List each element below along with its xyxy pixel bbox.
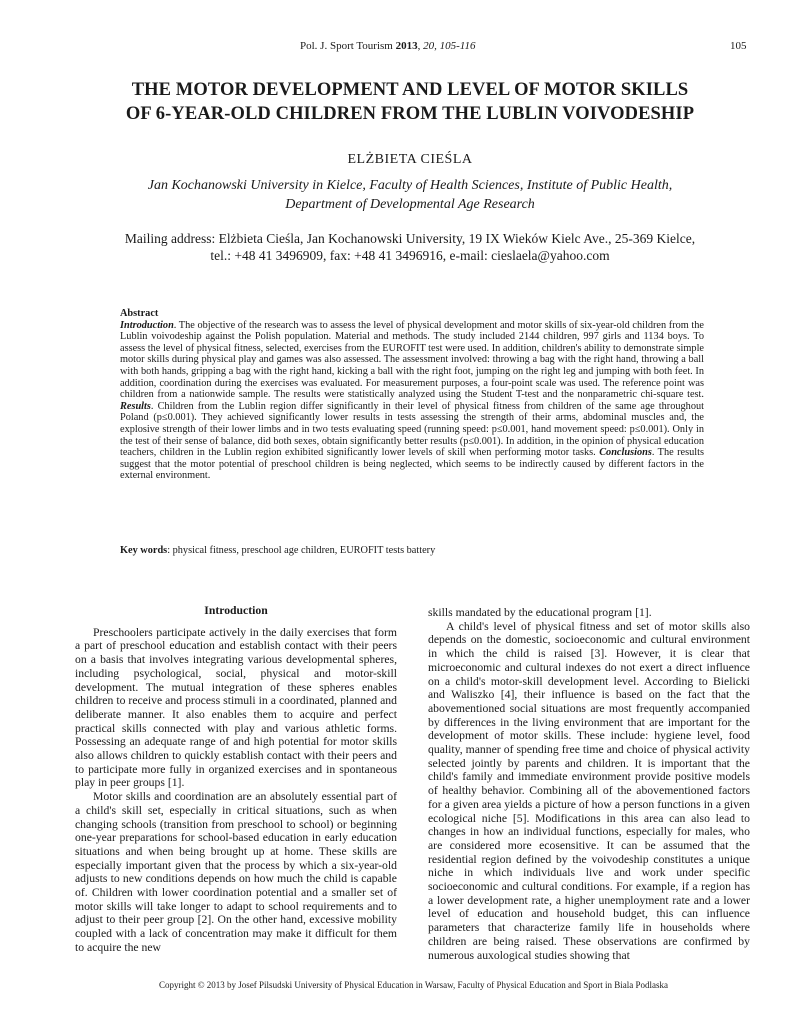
keywords-label: Key words (120, 545, 168, 556)
paragraph: A child's level of physical fitness and set of motor skills also depends on the domestic, socioeconomic and cultural environment in which the child is raised [3]. However, it is clear that microeconomic and cultural indexes do not exert a direct influence on a child's motor-skill development level. According to Bielicki and Waliszko [4], their influence is based on the fact that the abovementioned social situations are most frequently accompanied by differences in the living environment that are important for the development of motor skills. These include: hygiene level, food quality, manner of spending free time and choice of physical activity selected jointly by parents and children. It is important that the child's family and immediate environment provide positive models of healthy behavior. Combining all of the abovementioned factors for a given area yields a picture of how a person functions in a given ecological niche [5]. Modifications in this area can also lead to changes in how an individual functions, especially for males, who are considered more ecosensitive. It can be assumed that the residential region defined by the voivodeship constitutes a unique niche in which individuals live and work under specific socioeconomic and cultural conditions. For example, if a region has a lower development rate, a higher unemployment rate and a lower level of education and household budget, this can influence parameters that characterize family life in households where children are being raised. These observations are confirmed by numerous auxological studies showing that (428, 619, 750, 962)
affiliation-line-2: Department of Developmental Age Research (285, 197, 535, 212)
abstract-introduction-label: Introduction (120, 319, 174, 331)
keywords (120, 545, 704, 556)
section-heading-introduction: Introduction (204, 604, 268, 617)
journal-year: 2013 (395, 40, 418, 52)
paragraph: skills mandated by the educational program [1]. (428, 606, 652, 619)
left-column (75, 604, 397, 955)
page-number: 105 (730, 40, 747, 52)
mailing-line-2: tel.: +48 41 3496909, fax: +48 41 3496916, e-mail: cieslaela@yahoo.com (210, 248, 610, 263)
mailing-address (70, 230, 750, 264)
abstract-heading: Abstract (120, 308, 159, 319)
paragraph: Preschoolers participate actively in the daily exercises that form a part of preschool education and establish contact with their peers on a basis that involves integrating various developmental spheres, including psychological, social, physical and motor-skill development. The mutual integration of these spheres enables children to receive and process stimuli in a coordinated, planned and deliberate manner. It also enables them to acquire and perfect practical skills connected with play and various athletic forms. Possessing an adequate range of and high potential for motor skills also allows children to quickly establish contact with their peers and to participate more fully in organized exercises and in spontaneous play in peer groups [1]. (75, 625, 397, 790)
paragraph: Motor skills and coordination are an absolutely essential part of a child's skill set, especially in critical situations, such as when changing schools (transition from preschool to school) or beginning one-year preparations for school-based education in early education situations and when being brought up at home. These skills are especially important given that the process by which a six-year-old adjusts to new conditions depends on how much the child is capable of. Children with lower coordination potential and a smaller set of motor skills will take longer to adapt to school requirements and to adjust to their peer group [2]. On the other hand, excessive mobility coupled with a lack of concentration may make it difficult for them to acquire the new (75, 790, 397, 954)
mailing-line-1: Mailing address: Elżbieta Cieśla, Jan Kochanowski University, 19 IX Wieków Kielc Ave., 25-369 Kielce, (124, 231, 696, 246)
keywords-text: : physical fitness, preschool age children, EUROFIT tests battery (167, 545, 436, 556)
affiliation-line-1: Jan Kochanowski University in Kielce, Faculty of Health Sciences, Institute of Public Health, (147, 178, 673, 193)
abstract-introduction-text: . The objective of the research was to assess the level of physical development and motor skills of six-year-old children from the Lublin voivodeship against the Polish population. Material and methods. The study included 2144 children, 997 girls and 1134 boys. To assess the level of physical fitness, selected, exercises from the EUROFIT test were used. In addition, children's ability to demonstrate simple motor skills during physical play and games was also assessed. The assessment involved: throwing a bag with the right hand, throwing a ball with both hands, gripping a bag with the right hand, kicking a ball with the right foot, jumping on the right leg and jumping with both feet. In addition, coordination during the exercises was evaluated. For measurement purposes, a four-point scale was used. The reference point was children from a nationwide sample. The results were statistically analyzed using the Student T-test and the nonparametric chi-square test. (120, 319, 704, 401)
journal-volume-pages: 20, 105-116 (423, 40, 476, 52)
abstract-results-text: . Children from the Lublin region differ significantly in their level of physical fitness from children of the same age throughout Poland (p≤0.001). They achieved significantly lower results in tests assessing the strength of their arms, abdominal muscles and, the explosive strength of their lower limbs and in two tests evaluating speed (running speed: p≤0.001, hand movement speed: p≤0.001). Only in the test of their sense of balance, did both sexes, obtain significantly better results (p≤0.001). In addition, in the opinion of physical education teachers, children in the Lublin region exhibited significantly lower levels of skill when performing motor tasks. (120, 400, 704, 459)
copyright-footer: Copyright © 2013 by Josef Pilsudski University of Physical Education in Warsaw, Faculty of Physical Education and Sport in Biala Podlaska (158, 980, 669, 990)
title-line-2: OF 6-YEAR-OLD CHILDREN FROM THE LUBLIN VOIVODESHIP (125, 104, 695, 124)
journal-citation: Pol. J. Sport Tourism 2013, 20, 105-116 (300, 40, 476, 52)
affiliation (80, 176, 740, 214)
right-column (428, 606, 750, 962)
title-line-1: THE MOTOR DEVELOPMENT AND LEVEL OF MOTOR SKILLS (131, 80, 689, 100)
abstract-conclusions-label: Conclusions (599, 447, 652, 459)
abstract-conclusions-text: . The results suggest that the motor potential of preschool children is being neglected, which seems to be indirectly caused by different factors in the external environment. (120, 447, 704, 482)
abstract-results-label: Results (120, 400, 151, 412)
abstract (120, 308, 704, 482)
article-title (60, 78, 760, 126)
author-name: ELŻBIETA CIEŚLA (347, 152, 473, 167)
journal-name: Pol. J. Sport Tourism (300, 40, 393, 52)
